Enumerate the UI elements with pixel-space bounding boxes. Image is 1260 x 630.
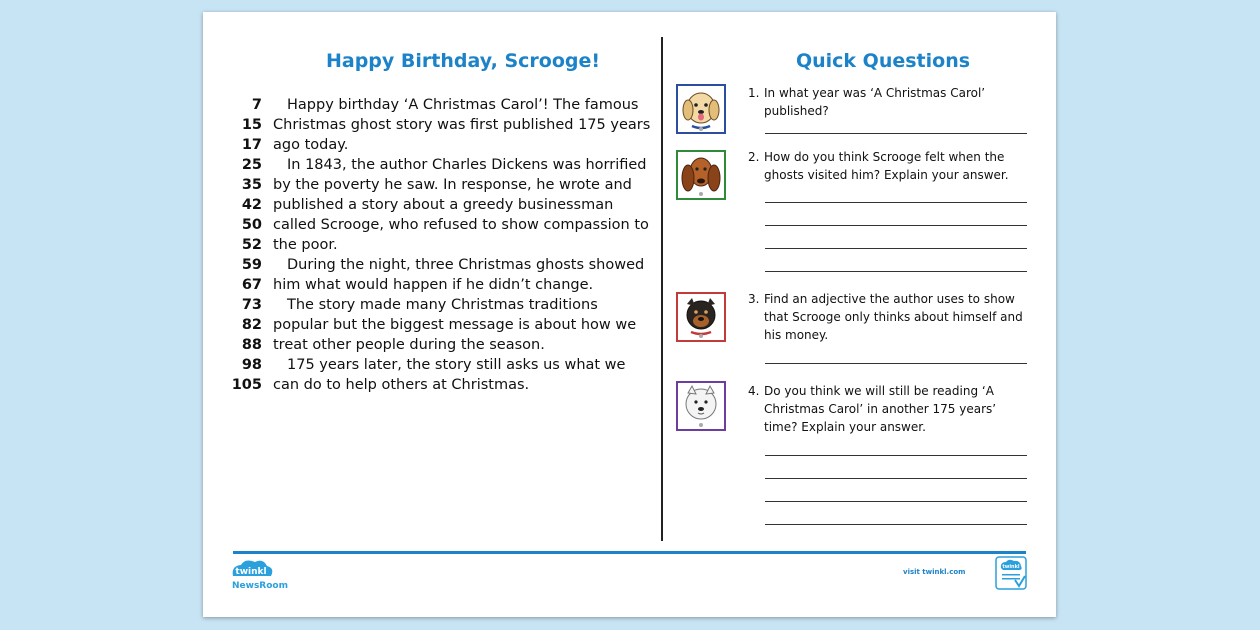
bloodhound-icon — [676, 150, 726, 200]
badge-word: twinkl — [1002, 564, 1020, 570]
footer-rule — [233, 551, 1026, 554]
line-number: 50 — [241, 217, 262, 233]
line-number: 73 — [241, 297, 262, 313]
twinkl-newsroom-logo[interactable] — [229, 556, 293, 596]
line-text: the poor. — [273, 237, 338, 253]
white-dog-icon — [676, 381, 726, 431]
question-number: 3. — [748, 292, 760, 306]
article-title: Happy Birthday, Scrooge! — [325, 50, 601, 72]
line-text: popular but the biggest message is about how we — [273, 317, 637, 333]
line-text: treat other people during the season. — [273, 337, 545, 353]
answer-line[interactable] — [765, 363, 1027, 364]
answer-line[interactable] — [765, 524, 1027, 525]
answer-line[interactable] — [765, 202, 1027, 203]
answer-line[interactable] — [765, 478, 1027, 479]
line-number: 67 — [241, 277, 262, 293]
answer-line[interactable] — [765, 501, 1027, 502]
line-number: 7 — [251, 97, 262, 113]
line-text: Christmas ghost story was first published 175 years — [273, 117, 651, 133]
questions-title: Quick Questions — [795, 50, 971, 72]
answer-line[interactable] — [765, 225, 1027, 226]
line-number: 105 — [231, 377, 262, 393]
line-text: published a story about a greedy businessman — [273, 197, 614, 213]
question-number: 4. — [748, 384, 760, 398]
line-number: 15 — [241, 117, 262, 133]
line-text: The story made many Christmas traditions — [287, 297, 598, 313]
line-text: by the poverty he saw. In response, he wrote and — [273, 177, 632, 193]
line-number: 25 — [241, 157, 262, 173]
line-text: Happy birthday ‘A Christmas Carol’! The famous — [287, 97, 639, 113]
column-divider — [661, 37, 663, 541]
answer-line[interactable] — [765, 248, 1027, 249]
line-number: 98 — [241, 357, 262, 373]
rottweiler-icon — [676, 292, 726, 342]
worksheet-page — [203, 12, 1056, 617]
golden-retriever-icon — [676, 84, 726, 134]
line-number: 42 — [241, 197, 262, 213]
answer-line[interactable] — [765, 133, 1027, 134]
question-text: Do you think we will still be reading ‘A Christmas Carol’ in another 175 years’ time? Explain your answer. — [764, 384, 997, 434]
line-text: 175 years later, the story still asks us what we — [287, 357, 626, 373]
question-number: 1. — [748, 86, 760, 100]
visit-link[interactable]: visit twinkl.com — [903, 568, 966, 576]
answer-line[interactable] — [765, 271, 1027, 272]
line-text: During the night, three Christmas ghosts showed — [287, 257, 645, 273]
line-number: 88 — [241, 337, 262, 353]
question-number: 2. — [748, 150, 760, 164]
line-text: ago today. — [273, 137, 349, 153]
twinkl-quality-badge — [995, 556, 1027, 590]
line-text: him what would happen if he didn’t change. — [273, 277, 594, 293]
line-text: can do to help others at Christmas. — [273, 377, 530, 393]
question-text: In what year was ‘A Christmas Carol’ published? — [764, 86, 986, 118]
logo-word: twinkl — [235, 567, 267, 577]
line-number: 35 — [241, 177, 262, 193]
answer-line[interactable] — [765, 455, 1027, 456]
logo-subtitle: NewsRoom — [232, 581, 288, 591]
line-text: In 1843, the author Charles Dickens was horrified — [287, 157, 647, 173]
question-text: Find an adjective the author uses to show that Scrooge only thinks about himself and his money. — [764, 292, 1023, 342]
line-text: called Scrooge, who refused to show compassion to — [273, 217, 649, 233]
line-number: 59 — [241, 257, 262, 273]
question-text: How do you think Scrooge felt when the ghosts visited him? Explain your answer. — [764, 150, 1009, 182]
line-number: 82 — [241, 317, 262, 333]
line-number: 17 — [241, 137, 262, 153]
line-number: 52 — [241, 237, 262, 253]
